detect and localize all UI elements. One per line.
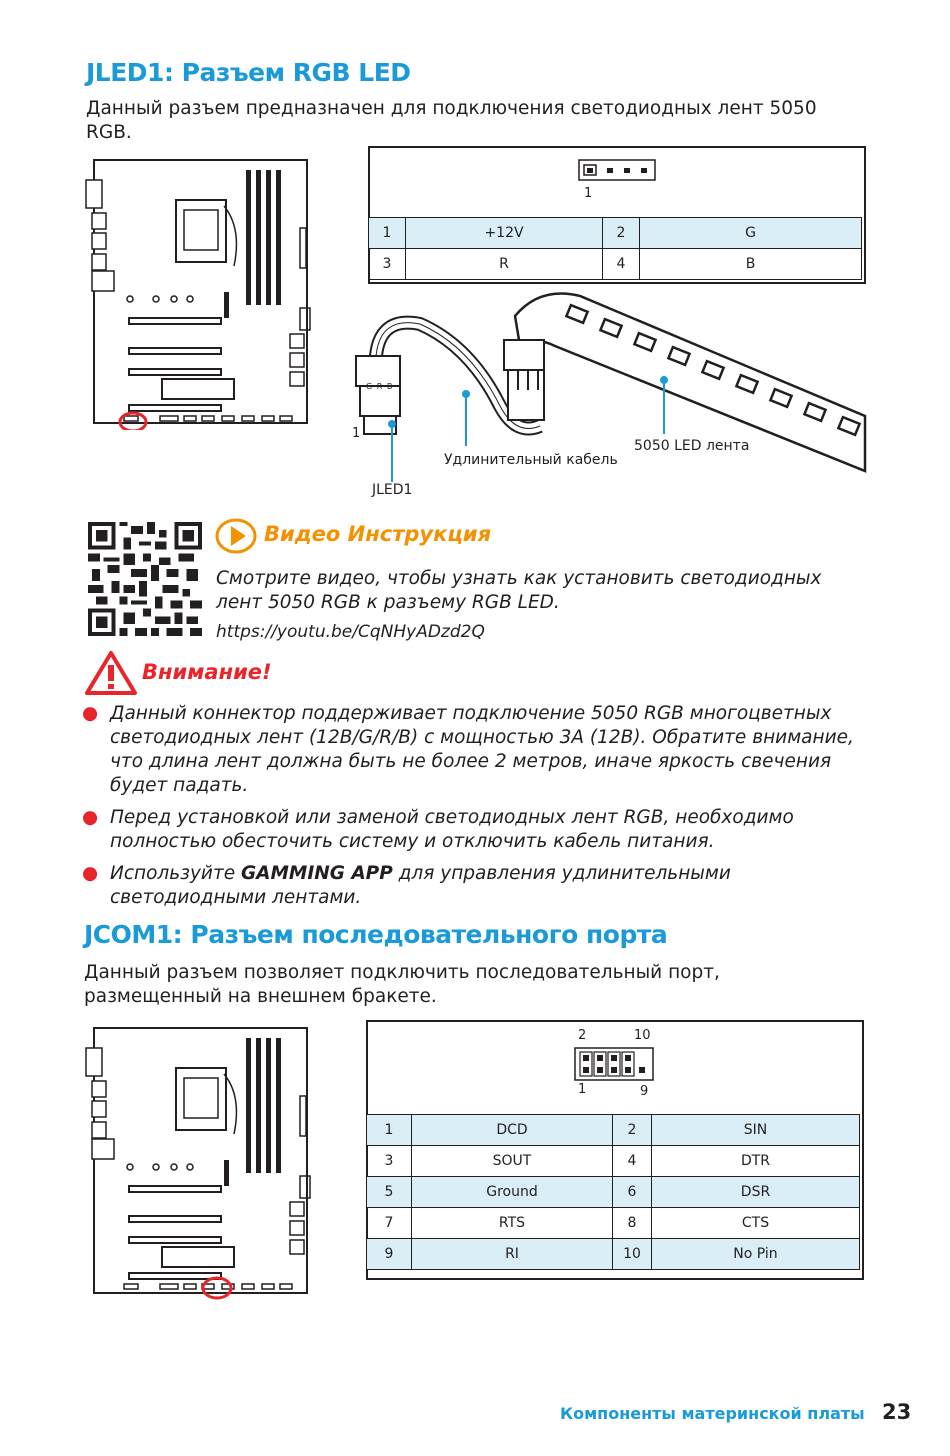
bullet-line: что длина лент должна быть не более 2 метров, иначе яркость свечения: [110, 751, 832, 772]
pin-number: 3: [367, 1146, 412, 1177]
pin-signal: No Pin: [652, 1239, 860, 1270]
section-desc-line2: размещенный на внешнем бракете.: [84, 986, 437, 1007]
pin-number: 6: [613, 1177, 652, 1208]
extension-cable-callout: Удлинительный кабель: [444, 452, 618, 468]
pin-label-10: 10: [634, 1028, 651, 1043]
bullet-dot: ●: [82, 863, 99, 884]
table-row: [367, 1146, 860, 1177]
bullet-line: Перед установкой или заменой светодиодных лент RGB, необходимо: [110, 807, 794, 828]
pin-signal: SOUT: [412, 1146, 613, 1177]
video-url-link[interactable]: https://youtu.be/CqNHyADzd2Q: [216, 622, 485, 642]
cable-pin1-label: 1: [352, 426, 361, 441]
bullet-line: светодиодных лент (12B/G/R/B) с мощностью 3A (12B). Обратите внимание,: [110, 727, 854, 748]
pin-signal: R: [406, 249, 603, 280]
table-row: [369, 218, 862, 249]
section-desc-line1: Данный разъем позволяет подключить последовательный порт,: [84, 962, 720, 983]
section-desc-line1: Данный разъем предназначен для подключения светодиодных лент 5050: [86, 98, 817, 119]
pin-number: 3: [369, 249, 406, 280]
section-title-jled1: JLED1: Разъем RGB LED: [86, 58, 411, 87]
pin-number: 7: [367, 1208, 412, 1239]
section-desc-line2: RGB.: [86, 122, 132, 143]
table-row: [367, 1208, 860, 1239]
pin-signal: B: [640, 249, 862, 280]
pin-label-2: 2: [578, 1028, 587, 1043]
bullet-line: будет падать.: [110, 775, 249, 796]
table-row: [369, 249, 862, 280]
pin-signal: DTR: [652, 1146, 860, 1177]
bullet-line: светодиодными лентами.: [110, 887, 362, 908]
jled1-callout: JLED1: [372, 482, 413, 498]
jcom1-table: [366, 1114, 860, 1270]
bullet-dot: ●: [82, 807, 99, 828]
jled1-connector-icon: [578, 158, 656, 182]
pin-number: 4: [613, 1146, 652, 1177]
table-row: [367, 1115, 860, 1146]
bullet-text: для управления удлинительными: [392, 863, 731, 884]
bullet-line: Данный коннектор поддерживает подключение 5050 RGB многоцветных: [110, 703, 832, 724]
pin-signal: CTS: [652, 1208, 860, 1239]
footer-chapter: Компоненты материнской платы: [560, 1404, 865, 1423]
pin-number: 1: [369, 218, 406, 249]
bullet-dot: ●: [82, 703, 99, 724]
pin-signal: +12V: [406, 218, 603, 249]
video-title: Видео Инструкция: [264, 522, 492, 546]
jled1-pin1-label: 1: [584, 186, 593, 201]
pin-number: 10: [613, 1239, 652, 1270]
pin-signal: G: [640, 218, 862, 249]
pin-signal: RTS: [412, 1208, 613, 1239]
jcom1-pinout-table: [366, 1020, 864, 1280]
pin-number: 9: [367, 1239, 412, 1270]
pin-signal: DCD: [412, 1115, 613, 1146]
led-strip-callout: 5050 LED лента: [634, 438, 750, 454]
pin-number: 4: [603, 249, 640, 280]
pin-signal: SIN: [652, 1115, 860, 1146]
jled1-pinout-table: [368, 146, 866, 284]
jled1-table: [368, 217, 862, 280]
video-text-line2: лент 5050 RGB к разъему RGB LED.: [216, 592, 560, 613]
pin-label-1: 1: [578, 1082, 587, 1097]
app-name: GAMMING APP: [241, 863, 393, 884]
jcom1-connector-icon: [574, 1046, 654, 1082]
pin-signal: DSR: [652, 1177, 860, 1208]
pin-label-9: 9: [640, 1084, 649, 1099]
pin-signal: Ground: [412, 1177, 613, 1208]
table-row: [367, 1177, 860, 1208]
pin-number: 2: [613, 1115, 652, 1146]
connector-letters: G R B: [366, 382, 394, 391]
pin-number: 2: [603, 218, 640, 249]
pin-signal: RI: [412, 1239, 613, 1270]
page-number: 23: [882, 1400, 912, 1424]
warning-title: Внимание!: [142, 660, 272, 684]
bullet-text: Используйте: [110, 863, 241, 884]
section-title-jcom1: JCOM1: Разъем последовательного порта: [84, 920, 668, 949]
pin-number: 1: [367, 1115, 412, 1146]
pin-number: 8: [613, 1208, 652, 1239]
video-text-line1: Смотрите видео, чтобы узнать как установить светодиодных: [216, 568, 822, 589]
bullet-line: полностью обесточить систему и отключить кабель питания.: [110, 831, 715, 852]
table-row: [367, 1239, 860, 1270]
pin-number: 5: [367, 1177, 412, 1208]
